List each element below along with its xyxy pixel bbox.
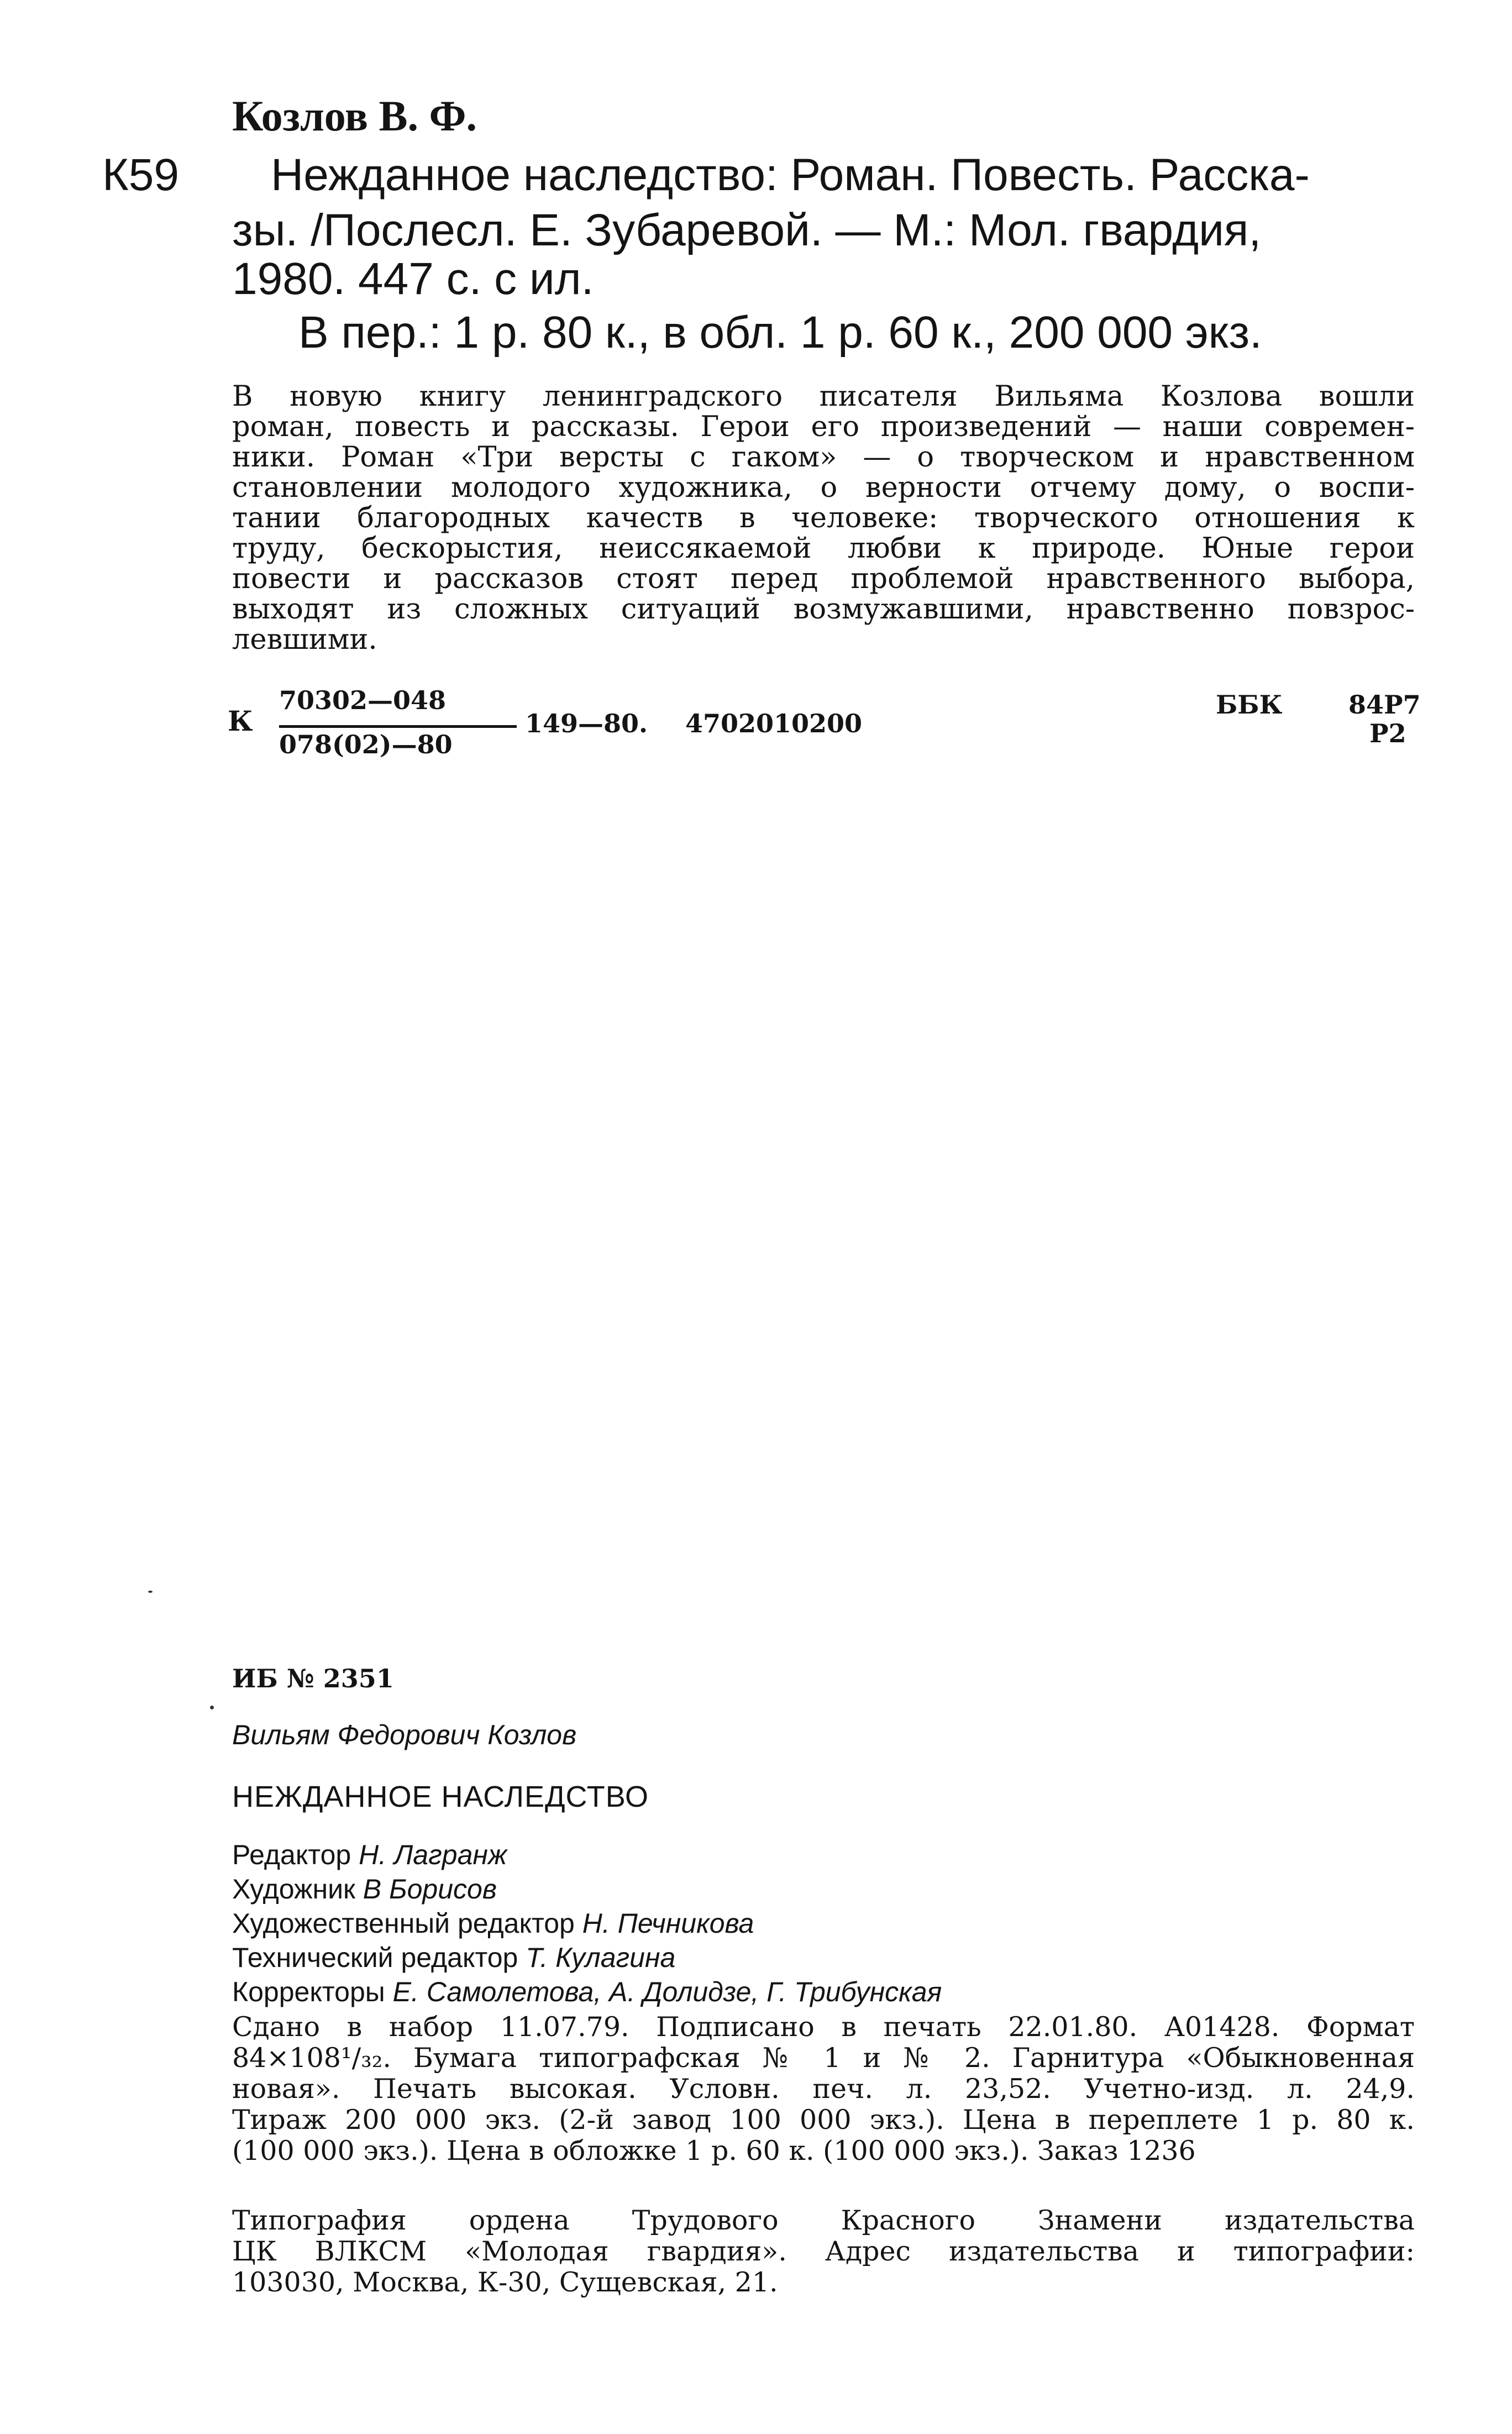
annotation-line: ники. Роман «Три версты с гаком» — о творческом и нравственном: [232, 441, 1415, 474]
book-title: НЕЖДАННОЕ НАСЛЕДСТВО: [232, 1780, 649, 1813]
title-line-1: Нежданное наследство: Роман. Повесть. Расска-: [271, 150, 1310, 200]
print-info-line: новая». Печать высокая. Условн. печ. л. 23,52. Учетно-изд. л. 24,9.: [232, 2073, 1415, 2105]
credit-row: [232, 1975, 942, 2009]
credit-role: Редактор: [232, 1839, 351, 1870]
annotation: [232, 381, 1415, 655]
index-numerator: 70302—048: [279, 685, 447, 715]
annotation-line: тании благородных качеств в человеке: творческого отношения к: [232, 502, 1415, 534]
credit-name: Н. Печникова: [582, 1908, 754, 1939]
annotation-line: выходят из сложных ситуаций возмужавшими, нравственно повзрос-: [232, 593, 1415, 626]
typography-line: Типография ордена Трудового Красного Знамени издательства: [232, 2205, 1415, 2236]
credits: [232, 1838, 942, 2009]
credit-role: Технический редактор: [232, 1942, 518, 1973]
author-full-name: Вильям Федорович Козлов: [232, 1719, 577, 1750]
title-line-3: 1980. 447 с. с ил.: [232, 254, 594, 304]
print-speck: [148, 1591, 153, 1593]
annotation-line: В новую книгу ленинградского писателя Вильяма Козлова вошли: [232, 380, 1415, 413]
index-letter: К: [228, 705, 253, 737]
credit-row: [232, 1872, 942, 1906]
annotation-line: левшими.: [232, 623, 377, 656]
credit-name: Е. Самолетова, А. Долидзе, Г. Трибунская: [392, 1976, 942, 2007]
title-line-2: зы. /Послесл. Е. Зубаревой. — М.: Мол. гвардия,: [232, 205, 1262, 255]
credit-name: В Борисов: [363, 1874, 497, 1905]
credit-role: Художник: [232, 1874, 355, 1905]
typography-line: ЦК ВЛКСМ «Молодая гвардия». Адрес издательства и типографии:: [232, 2236, 1415, 2267]
bbk-code-2: Р2: [1369, 718, 1406, 748]
print-info-line: Сдано в набор 11.07.79. Подписано в печать 22.01.80. А01428. Формат: [232, 2011, 1415, 2043]
credit-row: [232, 1838, 942, 1872]
credit-role: Корректоры: [232, 1976, 385, 2007]
credit-row: [232, 1906, 942, 1940]
credit-name: Т. Кулагина: [526, 1942, 676, 1973]
price-line: В пер.: 1 р. 80 к., в обл. 1 р. 60 к., 200 000 экз.: [298, 307, 1262, 358]
author-heading: Козлов В. Ф.: [232, 92, 477, 140]
annotation-line: повести и рассказов стоят перед проблемой нравственного выбора,: [232, 563, 1415, 595]
print-info-line: Тираж 200 000 экз. (2-й завод 100 000 экз.). Цена в переплете 1 р. 80 к.: [232, 2104, 1415, 2136]
typography-line: 103030, Москва, К-30, Сущевская, 21.: [232, 2267, 778, 2298]
credit-row: [232, 1940, 942, 1975]
annotation-line: роман, повесть и рассказы. Герои его произведений — наши современ-: [232, 411, 1415, 443]
bbk-label: ББК: [1216, 690, 1283, 720]
annotation-line: труду, бескорыстия, неиссякаемой любви к природе. Юные герои: [232, 532, 1415, 565]
bbk-code: 84Р7: [1348, 690, 1421, 720]
index-code-1: 149—80.: [525, 709, 648, 738]
fraction-bar: [279, 725, 517, 728]
print-info-line: (100 000 экз.). Цена в обложке 1 р. 60 к. (100 000 экз.). Заказ 1236: [232, 2135, 1196, 2167]
ib-number: ИБ № 2351: [232, 1664, 394, 1693]
credit-name: Н. Лагранж: [359, 1839, 507, 1870]
call-number: К59: [102, 150, 179, 200]
annotation-line: становлении молодого художника, о верности отчему дому, о воспи-: [232, 471, 1415, 504]
index-code-2: 4702010200: [685, 709, 863, 738]
print-info-line: 84×108¹/₃₂. Бумага типографская № 1 и № 2. Гарнитура «Обыкновенная: [232, 2042, 1415, 2074]
typography-info: [232, 2205, 1415, 2298]
credit-role: Художественный редактор: [232, 1908, 575, 1939]
index-denominator: 078(02)—80: [279, 730, 453, 759]
print-speck: [210, 1706, 214, 1709]
print-info: [232, 2012, 1415, 2167]
